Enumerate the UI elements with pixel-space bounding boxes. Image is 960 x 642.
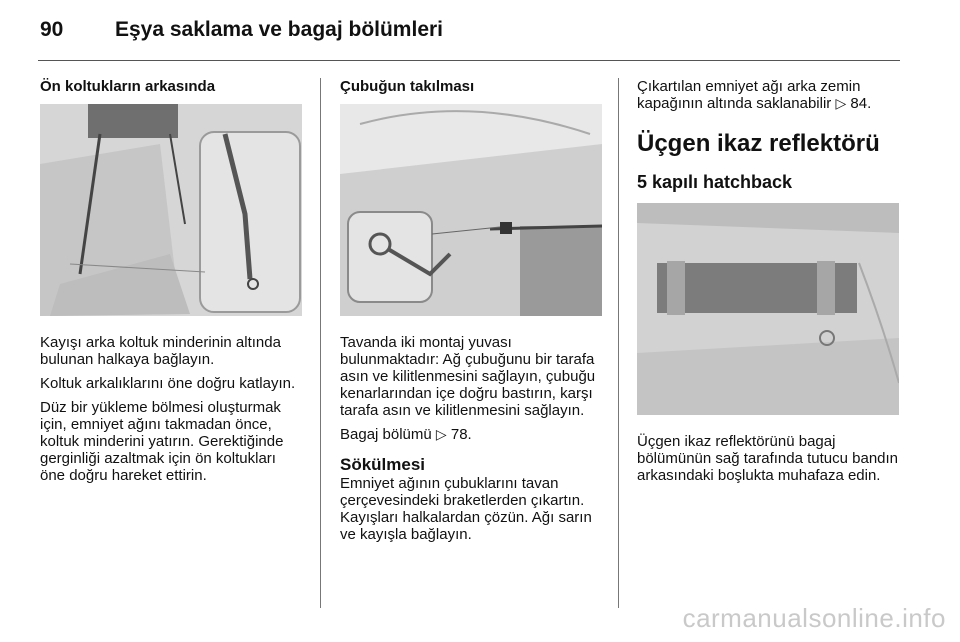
paragraph-flat-load: Düz bir yükleme bölmesi oluşturmak için, emniyet ağını takmadan önce, koltuk minderini yatırın. Gerektiğinde gerginliği azaltmak için ön koltukları öne doğru hareket ettirin. <box>40 399 284 484</box>
figure-rod-mounting <box>340 104 602 316</box>
paragraph-luggage-ref <box>340 426 608 443</box>
paragraph-attach-strap: Kayışı arka koltuk minderinin altında bulunan halkaya bağlayın. <box>40 334 281 368</box>
storage-note-page: 84. <box>850 95 872 112</box>
triangle-storage-illustration <box>637 203 899 415</box>
page-title: Eşya saklama ve bagaj bölümleri <box>115 18 444 41</box>
header-rule <box>38 60 900 61</box>
section-heading-rod-install: Çubuğun takılması <box>340 78 475 95</box>
watermark: carmanualsonline.info <box>682 603 946 633</box>
section-heading-removal: Sökülmesi <box>340 455 426 474</box>
luggage-ref-text: Bagaj bölümü <box>340 426 432 443</box>
figure-rear-seat-strap <box>40 104 302 316</box>
page-number: 90 <box>40 18 64 41</box>
column-divider-1 <box>320 78 321 608</box>
luggage-ref-page: 78. <box>450 426 472 443</box>
section-heading-5door-hatchback: 5 kapılı hatchback <box>637 172 793 192</box>
figure-warning-triangle-storage <box>637 203 899 415</box>
column-3 <box>637 78 899 491</box>
seat-strap-illustration <box>40 104 302 316</box>
arrow-reference-icon: ▷ <box>435 426 447 442</box>
rod-mounting-illustration <box>340 104 602 316</box>
paragraph-storage-note <box>637 78 899 112</box>
section-heading-warning-triangle: Üçgen ikaz reflektörü <box>637 130 880 157</box>
column-divider-2 <box>618 78 619 608</box>
paragraph-triangle-storage: Üçgen ikaz reflektörünü bagaj bölümünün sağ tarafında tutucu bandın arkasındaki boşlukta muhafaza edin. <box>637 433 899 484</box>
column-1 <box>40 78 302 491</box>
column-2 <box>340 78 608 550</box>
storage-note-text: Çıkartılan emniyet ağı arka zemin kapağının altında saklanabilir <box>637 78 861 112</box>
paragraph-removal: Emniyet ağının çubuklarını tavan çerçevesindeki braketlerden çıkartın. Kayışları halkalardan çözün. Ağı sarın ve kayışla bağlayın. <box>340 475 592 543</box>
arrow-reference-icon: ▷ <box>835 95 847 111</box>
section-heading-behind-front-seats: Ön koltukların arkasında <box>40 78 216 95</box>
paragraph-fold-backrests: Koltuk arkalıklarını öne doğru katlayın. <box>40 375 296 392</box>
paragraph-mounting-slots: Tavanda iki montaj yuvası bulunmaktadır: Ağ çubuğunu bir tarafa asın ve kilitlenmesini sağlayın, çubuğu kenarlarından içe doğru bastırın, karşı tarafa asın ve kilitlenmesini sağlayın. <box>340 334 596 419</box>
